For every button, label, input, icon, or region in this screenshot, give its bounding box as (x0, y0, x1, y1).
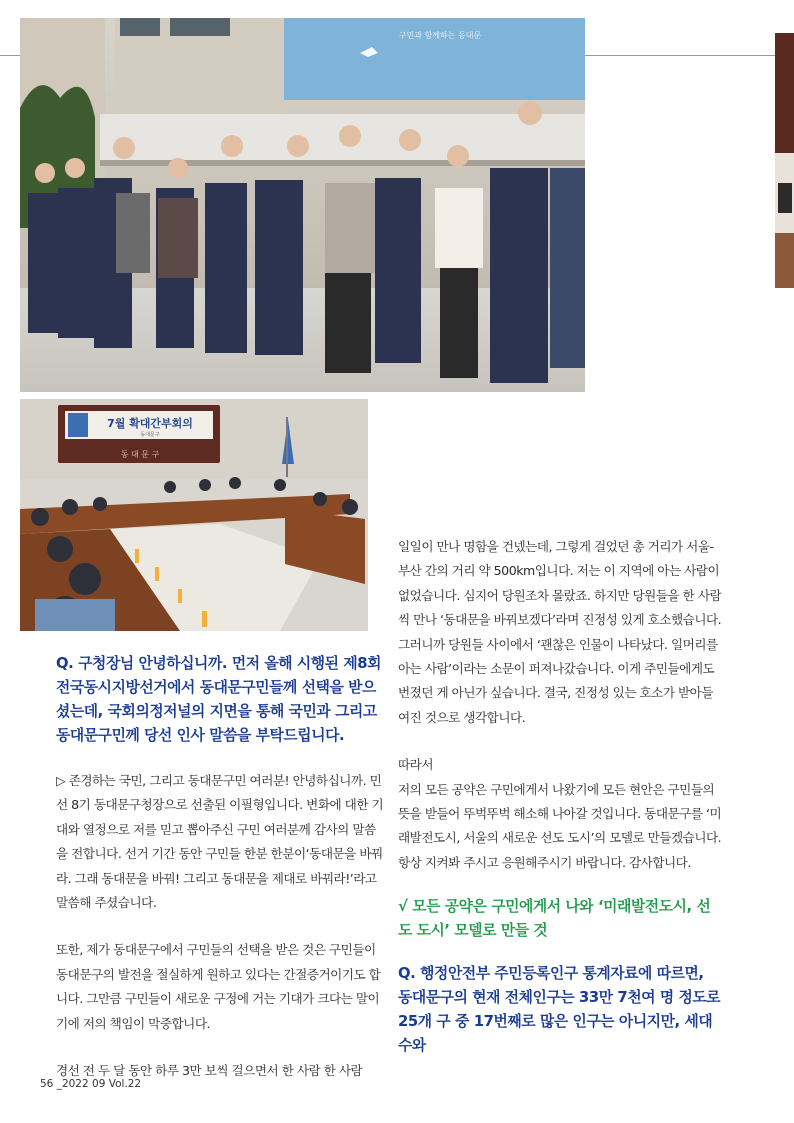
right-column (398, 535, 722, 1058)
therefore-label: 따라서 (398, 757, 433, 773)
sign-text: 구민과 함께하는 동대문 (398, 31, 482, 40)
highlight-heading: √ 모든 공약은 구민에게서 나와 ‘미래발전도시, 선도 도시’ 모델로 만들 것 (398, 898, 711, 940)
question-2: Q. 행정안전부 주민등록인구 통계자료에 따르면, 동대문구의 현재 전체인구는 33만 7천여 명 정도로 25개 구 중 17번째로 많은 인구는 아니지만, 세대수와 (398, 965, 721, 1055)
left-column (56, 652, 386, 1083)
answer-paragraph-1: ▷ 존경하는 국민, 그리고 동대문구민 여러분! 안녕하십니까. 민선 8기 동대문구청장으로 선출된 이필형입니다. 변화에 대한 기대와 열정으로 저를 믿고 뽑아주신 구민 여러분께 감사의 말씀을 전합니다. 선거 기간 동안 구민들 한분 한분이‘동대문을 바꿔라. 그래 동대문을 바꿔! 그리고 동대문을 제대로 바꿔라!’라고 말씀해 주셨습니다. (56, 773, 384, 911)
question-1: Q. 구청장님 안녕하십니까. 먼저 올해 시행된 제8회 전국동시지방선거에서 동대문구민들께 선택을 받으셨는데, 국회의정저널의 지면을 통해 국민과 그리고 동대문구민께 당선 인사 말씀을 부탁드립니다. (56, 655, 382, 744)
side-photo-crop (775, 33, 794, 288)
group-photo (20, 18, 585, 392)
answer-paragraph-2: 또한, 제가 동대문구에서 구민들의 선택을 받은 것은 구민들이 동대문구의 발전을 절실하게 원하고 있다는 간절증거이기도 합니다. 그만큼 구민들이 새로운 구정에 거는 기대가 크다는 말이기에 저의 책임이 막중합니다. (56, 942, 381, 1031)
meeting-banner-title: 7월 확대간부회의 (107, 417, 193, 430)
meeting-photo (20, 399, 368, 631)
meeting-banner-sub: 동대문구 (140, 432, 160, 438)
answer-paragraph-3: 경선 전 두 달 동안 하루 3만 보씩 걸으면서 한 사람 한 사람 (56, 1063, 363, 1079)
continued-paragraph: 일일이 만나 명함을 건넸는데, 그렇게 걸었던 총 거리가 서울-부산 간의 거리 약 500km입니다. 저는 이 지역에 아는 사람이 없었습니다. 심지어 당원조차 몰랐죠. 하지만 당원들을 한 사람씩 만나 ‘동대문을 바꿔보겠다’라며 진정성 있게 호소했습니다. 그러니까 당원들 사이에서 ‘괜찮은 인물이 나타났다. 일머리를 아는 사람’이라는 소문이 퍼져나갔습니다. 이게 주민들에게도 번졌던 게 아닌가 싶습니다. 결국, 진정성 있는 호소가 받아들여진 것으로 생각합니다. (398, 539, 722, 725)
group-photo-illustration (20, 18, 585, 392)
meeting-org-name: 동 대 문 구 (120, 450, 160, 459)
pledge-paragraph: 저의 모든 공약은 구민에게서 나왔기에 모든 현안은 구민들의 뜻을 받들어 뚜벅뚜벅 해소해 나아갈 것입니다. 동대문구를 ‘미래발전도시, 서울의 새로운 선도 도시’의 모델로 만들겠습니다. 항상 지켜봐 주시고 응원해주시기 바랍니다. 감사합니다. (398, 781, 722, 870)
meeting-photo-illustration (20, 399, 368, 631)
page-footer: 56 _2022 09 Vol.22 (40, 1078, 142, 1090)
